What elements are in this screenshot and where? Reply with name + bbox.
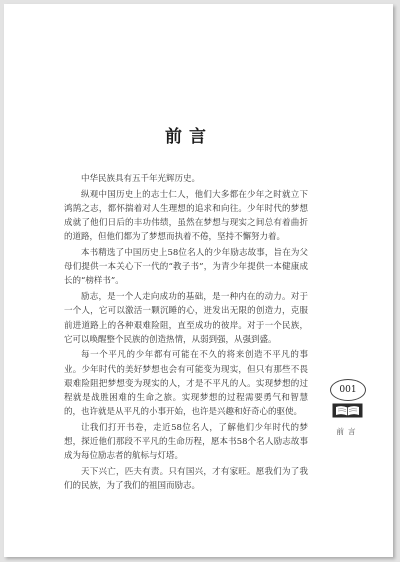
- paragraph: 天下兴亡，匹夫有责。只有国兴，才有家旺。愿我们为了我们的民族，为了我们的祖国而励志。: [64, 467, 308, 492]
- book-icon: [332, 403, 363, 418]
- paragraph: 纵观中国历史上的志士仁人，他们大多都在少年之时就立下鸿鹄之志，都怀揣着对人生理想的追求和向往。少年时代的梦想成就了他们日后的丰功伟绩，虽然在梦想与现实之间总有着曲折的道路，但他们都为了梦想而执着不倦，坚持不懈努力着。: [64, 189, 308, 243]
- paragraph: 中华民族具有五千年光辉历史。: [81, 174, 201, 184]
- page-title: 前言: [165, 127, 213, 147]
- paragraph: 让我们打开书卷，走近58位名人，了解他们少年时代的梦想，探近他们那段不平凡的生命历程，愿本书58个名人励志故事成为每位励志者的航标与灯塔。: [64, 422, 308, 462]
- section-label: 前言: [336, 427, 360, 436]
- document-page: [4, 4, 393, 557]
- paragraph: 励志，是一个人走向成功的基础，是一种内在的动力。对于一个人，它可以激活一颗沉睡的心，迸发出无限的创造力，克服前进道路上的各种艰难险阻，直至成功的彼岸。对于一个民族，它可以唤醒整个民族的创造热情，从弱到强，从强到盛。: [64, 292, 308, 345]
- paragraph: 本书精选了中国历史上58位名人的少年励志故事，旨在为父母们提供一本关心下一代的“教子书”，为青少年提供一本健康成长的“榜样书”。: [64, 248, 308, 287]
- page-number: 001: [330, 379, 366, 401]
- paragraph: 每一个平凡的少年都有可能在不久的将来创造不平凡的事业。少年时代的美好梦想也会有可能变为现实，但只有那些不畏艰难险阻把梦想变为现实的人，才是不平凡的人。实现梦想的过程就是战胜困难的生命之旅。实现梦想的过程需要勇气和智慧的，也许就是从平凡的小事开始，也许是兴趣和好奇心的驱使。: [64, 350, 308, 418]
- body-text: [64, 172, 308, 495]
